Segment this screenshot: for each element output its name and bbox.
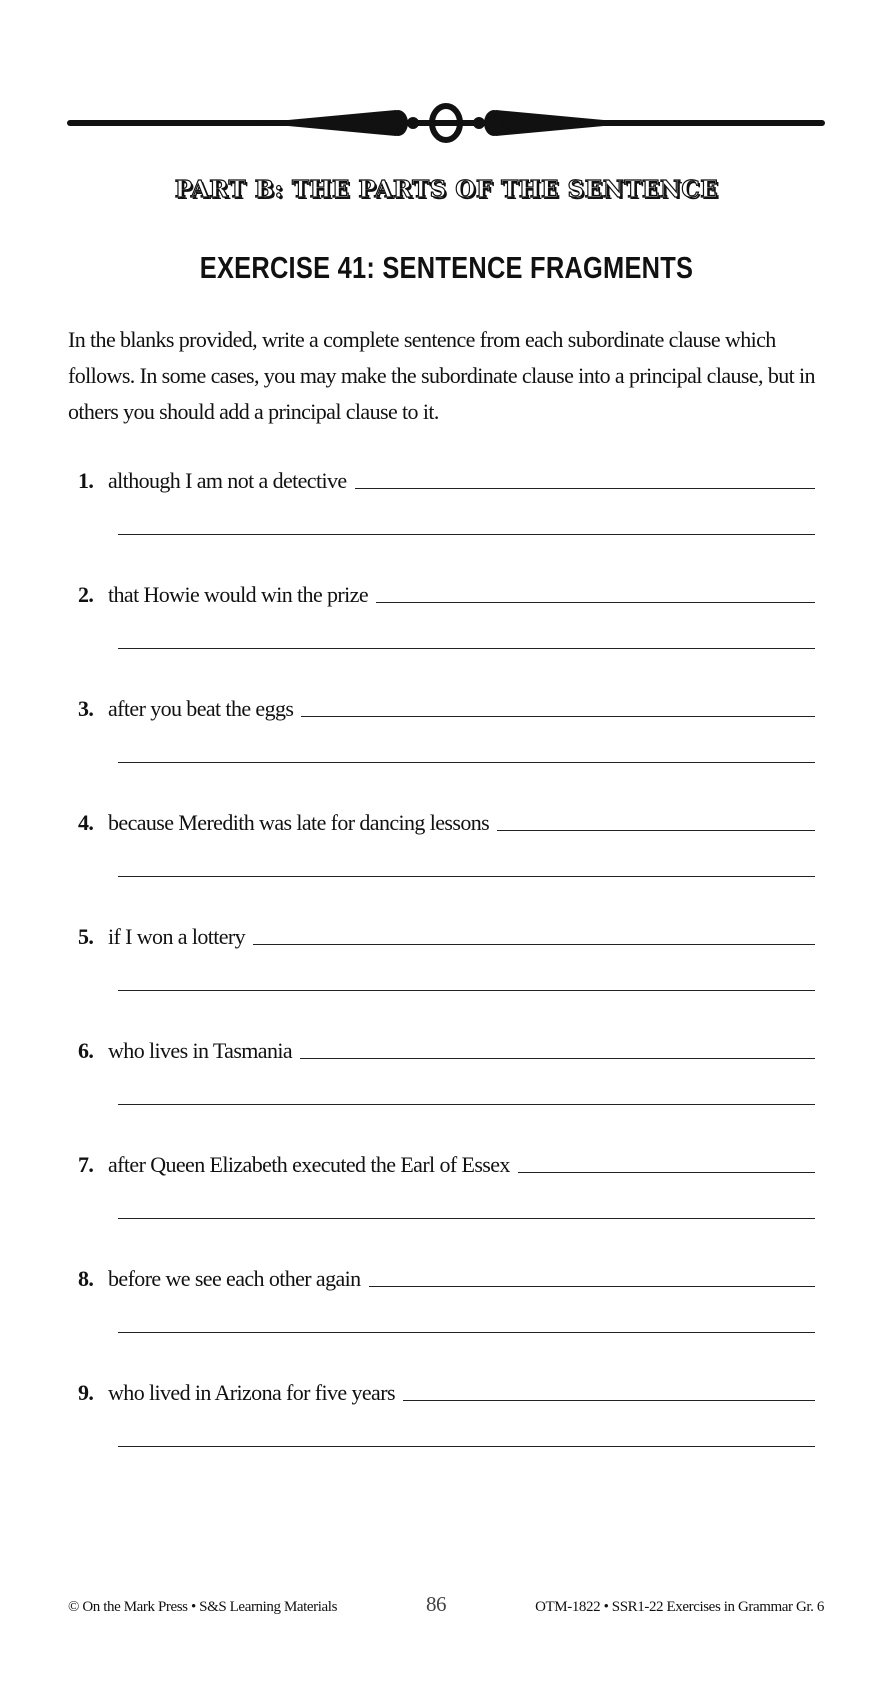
answer-blank-line-2[interactable]: [118, 1406, 815, 1447]
item-first-line: [78, 1258, 815, 1292]
answer-blank-line-2[interactable]: [118, 1178, 815, 1219]
item-clause: that Howie would win the prize: [108, 582, 368, 607]
item-clause: who lives in Tasmania: [108, 1038, 293, 1063]
part-title: PART B: THE PARTS OF THE SENTENCE: [174, 176, 719, 203]
exercise-item: [78, 1258, 815, 1372]
answer-blank[interactable]: [253, 922, 815, 945]
exercise-list: [78, 460, 815, 1486]
item-number: 9.: [78, 1380, 94, 1405]
item-clause: who lived in Arizona for five years: [108, 1380, 395, 1405]
item-number: 5.: [78, 924, 94, 949]
item-number: 7.: [78, 1152, 94, 1177]
item-number: 4.: [78, 810, 94, 835]
exercise-item: [78, 1030, 815, 1144]
answer-blank[interactable]: [518, 1150, 815, 1173]
item-first-line: [78, 916, 815, 950]
answer-blank[interactable]: [301, 694, 815, 717]
answer-blank-line-2[interactable]: [118, 1064, 815, 1105]
item-number: 2.: [78, 582, 94, 607]
exercise-item: [78, 460, 815, 574]
item-clause: before we see each other again: [108, 1266, 361, 1291]
item-first-line: [78, 688, 815, 722]
item-first-line: [78, 1144, 815, 1178]
item-first-line: [78, 1372, 815, 1406]
item-first-line: [78, 460, 815, 494]
item-clause: although I am not a detective: [108, 468, 347, 493]
item-first-line: [78, 802, 815, 836]
exercise-item: [78, 574, 815, 688]
item-first-line: [78, 1030, 815, 1064]
answer-blank[interactable]: [403, 1378, 815, 1401]
answer-blank[interactable]: [376, 580, 815, 603]
item-clause: after you beat the eggs: [108, 696, 294, 721]
answer-blank-line-2[interactable]: [118, 722, 815, 763]
exercise-item: [78, 916, 815, 1030]
exercise-item: [78, 688, 815, 802]
item-number: 1.: [78, 468, 94, 493]
exercise-item: [78, 1144, 815, 1258]
answer-blank[interactable]: [369, 1264, 815, 1287]
item-clause: if I won a lottery: [108, 924, 246, 949]
answer-blank-line-2[interactable]: [118, 950, 815, 991]
item-clause: because Meredith was late for dancing lessons: [108, 810, 490, 835]
item-clause: after Queen Elizabeth executed the Earl of Essex: [108, 1152, 510, 1177]
exercise-item: [78, 802, 815, 916]
exercise-title: EXERCISE 41: SENTENCE FRAGMENTS: [199, 250, 694, 285]
answer-blank[interactable]: [355, 466, 815, 489]
answer-blank[interactable]: [300, 1036, 815, 1059]
answer-blank-line-2[interactable]: [118, 494, 815, 535]
instructions-text: In the blanks provided, write a complete sentence from each subordinate clause which follows. In some cases, you may make the subordinate clause into a principal clause, but in others you should add a principal clause to it.: [68, 327, 815, 424]
page-number: 86: [425, 1592, 447, 1616]
answer-blank-line-2[interactable]: [118, 608, 815, 649]
answer-blank[interactable]: [497, 808, 815, 831]
answer-blank-line-2[interactable]: [118, 836, 815, 877]
page-footer: [68, 1592, 824, 1617]
answer-blank-line-2[interactable]: [118, 1292, 815, 1333]
item-first-line: [78, 574, 815, 608]
footer-book-code: OTM-1822 • SSR1-22 Exercises in Grammar Gr. 6: [535, 1599, 824, 1615]
footer-copyright: © On the Mark Press • S&S Learning Materials: [68, 1599, 338, 1615]
exercise-item: [78, 1372, 815, 1486]
item-number: 3.: [78, 696, 94, 721]
item-number: 8.: [78, 1266, 94, 1291]
item-number: 6.: [78, 1038, 94, 1063]
decorative-ornament-divider: [66, 100, 826, 146]
